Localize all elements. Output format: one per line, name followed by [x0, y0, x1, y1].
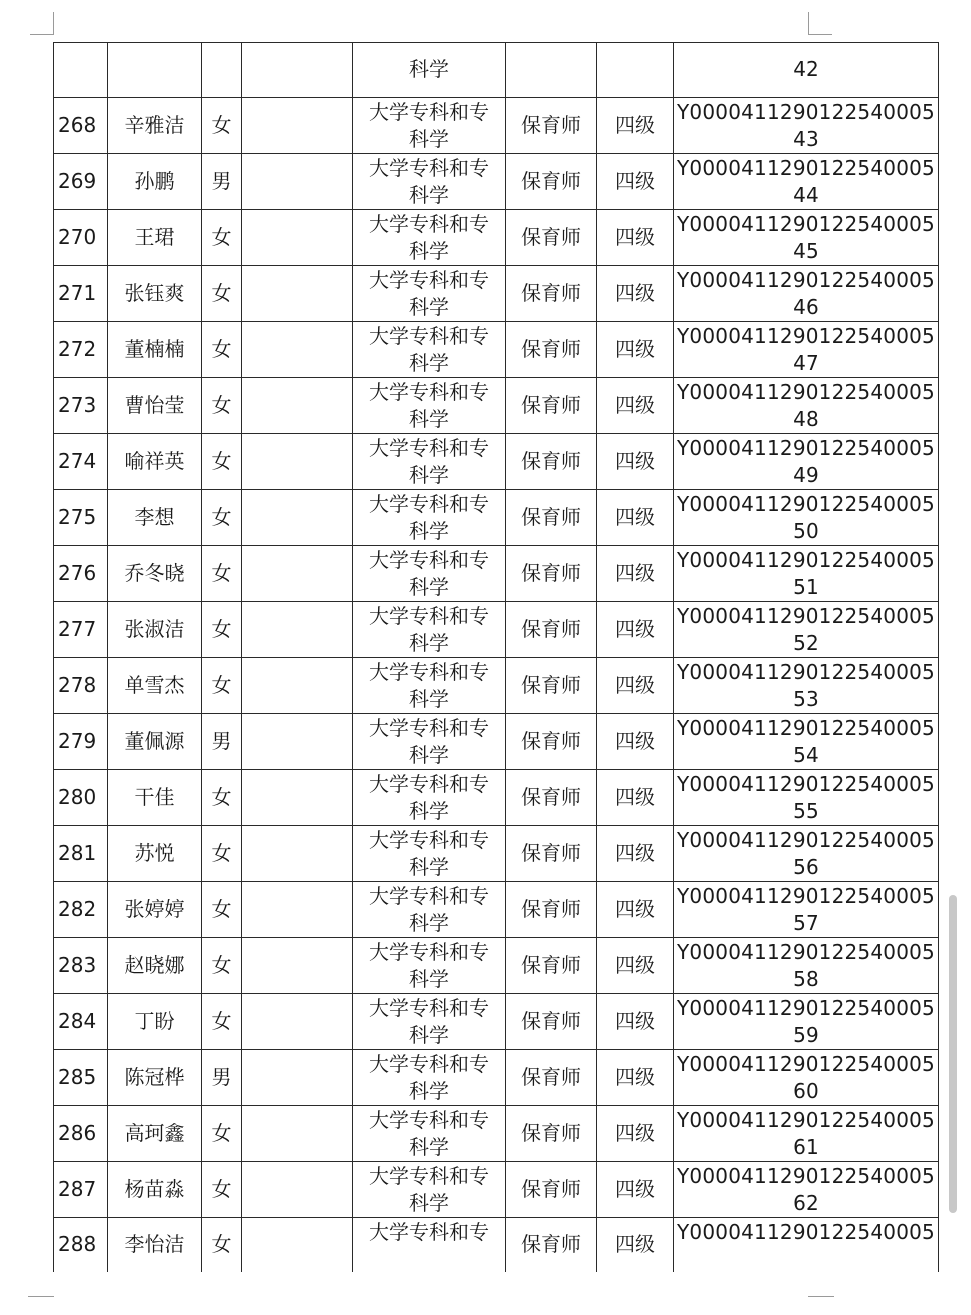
crop-mark-top-left-vertical	[53, 12, 54, 34]
cell-education-line2: 科学	[409, 1022, 449, 1047]
cell-cert-no	[674, 993, 939, 1049]
cell-cert-no	[674, 601, 939, 657]
cell-gender: 女	[202, 601, 242, 657]
cell-education-line2: 科学	[409, 910, 449, 935]
cell-cert-no-line1: Y0000411290122540005	[677, 99, 935, 124]
table-row	[54, 209, 939, 265]
cell-blank	[242, 321, 353, 377]
cell-education	[353, 97, 506, 153]
table-row	[54, 489, 939, 545]
cell-no: 272	[54, 321, 108, 377]
cell-gender: 女	[202, 433, 242, 489]
cell-cert-no-line2: 60	[793, 1078, 819, 1103]
cell-education-line1: 大学专科和专	[369, 379, 489, 404]
cell-job: 保育师	[506, 881, 597, 937]
cell-gender: 女	[202, 1217, 242, 1272]
cell-no: 280	[54, 769, 108, 825]
cell-name: 张婷婷	[108, 881, 202, 937]
cell-education-line2: 科学	[409, 854, 449, 879]
cell-name: 张淑洁	[108, 601, 202, 657]
cell-level: 四级	[597, 657, 674, 713]
cell-name: 赵晓娜	[108, 937, 202, 993]
cell-job: 保育师	[506, 657, 597, 713]
cell-level: 四级	[597, 377, 674, 433]
cell-no: 279	[54, 713, 108, 769]
cell-gender: 女	[202, 1161, 242, 1217]
cell-education	[353, 489, 506, 545]
cell-education: 科学	[353, 43, 506, 98]
cell-name: 干佳	[108, 769, 202, 825]
cell-education-line1: 大学专科和专	[369, 1219, 489, 1244]
cell-cert-no-line1: Y0000411290122540005	[677, 1219, 935, 1244]
cell-blank	[242, 1105, 353, 1161]
cell-name: 喻祥英	[108, 433, 202, 489]
cell-blank	[242, 881, 353, 937]
cell-no: 286	[54, 1105, 108, 1161]
cell-cert-no-line1: Y0000411290122540005	[677, 491, 935, 516]
cell-level	[597, 43, 674, 98]
cell-no: 288	[54, 1217, 108, 1272]
cell-name: 李怡洁	[108, 1217, 202, 1272]
cell-education-line2: 科学	[409, 294, 449, 319]
cell-cert-no	[674, 433, 939, 489]
cell-level: 四级	[597, 937, 674, 993]
cell-cert-no-line2: 56	[793, 854, 819, 879]
cell-name: 单雪杰	[108, 657, 202, 713]
cell-cert-no-line1: Y0000411290122540005	[677, 211, 935, 236]
cell-name: 李想	[108, 489, 202, 545]
cell-education	[353, 209, 506, 265]
cell-job	[506, 43, 597, 98]
cell-cert-no-line1: Y0000411290122540005	[677, 827, 935, 852]
table-row	[54, 769, 939, 825]
cell-job: 保育师	[506, 545, 597, 601]
cell-education-line2: 科学	[409, 686, 449, 711]
cell-name: 苏悦	[108, 825, 202, 881]
cell-name: 陈冠桦	[108, 1049, 202, 1105]
cell-gender: 男	[202, 713, 242, 769]
cell-level: 四级	[597, 433, 674, 489]
cell-level: 四级	[597, 601, 674, 657]
cell-job: 保育师	[506, 601, 597, 657]
cell-cert-no-line2: 57	[793, 910, 819, 935]
cell-cert-no	[674, 1105, 939, 1161]
cell-gender: 女	[202, 209, 242, 265]
cell-job: 保育师	[506, 1105, 597, 1161]
table-row	[54, 1161, 939, 1217]
cell-cert-no-line2: 62	[793, 1190, 819, 1215]
cell-cert-no	[674, 265, 939, 321]
cell-no: 278	[54, 657, 108, 713]
cell-cert-no-line1: Y0000411290122540005	[677, 659, 935, 684]
cell-cert-no	[674, 825, 939, 881]
cell-job: 保育师	[506, 377, 597, 433]
cell-no: 281	[54, 825, 108, 881]
cell-education-line2: 科学	[409, 182, 449, 207]
cell-education	[353, 1161, 506, 1217]
table-row	[54, 937, 939, 993]
cell-blank	[242, 937, 353, 993]
cell-education-line1: 大学专科和专	[369, 603, 489, 628]
cell-level: 四级	[597, 209, 674, 265]
cell-gender: 女	[202, 489, 242, 545]
cell-cert-no	[674, 1049, 939, 1105]
cell-gender: 女	[202, 769, 242, 825]
crop-mark-top-right-vertical	[808, 12, 809, 34]
cell-education-line1: 大学专科和专	[369, 715, 489, 740]
cell-cert-no-line1: Y0000411290122540005	[677, 267, 935, 292]
cell-cert-no-line2: 50	[793, 518, 819, 543]
cell-blank	[242, 433, 353, 489]
cell-cert-no-line2: 49	[793, 462, 819, 487]
table-row	[54, 545, 939, 601]
cell-cert-no-line1: Y0000411290122540005	[677, 603, 935, 628]
cell-cert-no-line1: Y0000411290122540005	[677, 715, 935, 740]
cell-education-line1: 大学专科和专	[369, 99, 489, 124]
cell-blank	[242, 993, 353, 1049]
cell-no: 275	[54, 489, 108, 545]
cell-cert-no-line1: Y0000411290122540005	[677, 1163, 935, 1188]
cell-blank	[242, 97, 353, 153]
cell-level: 四级	[597, 489, 674, 545]
table-row	[54, 1049, 939, 1105]
crop-mark-top-right-horizontal	[808, 34, 832, 35]
cell-cert-no-line2: 45	[793, 238, 819, 263]
cell-cert-no	[674, 1217, 939, 1272]
cell-job: 保育师	[506, 825, 597, 881]
cell-education-line1: 大学专科和专	[369, 939, 489, 964]
cell-name: 董楠楠	[108, 321, 202, 377]
cell-cert-no-line1: Y0000411290122540005	[677, 1107, 935, 1132]
crop-mark-bottom-right-horizontal	[808, 1296, 834, 1297]
cell-gender: 女	[202, 377, 242, 433]
cell-education	[353, 937, 506, 993]
cell-cert-no-line2: 53	[793, 686, 819, 711]
cell-blank	[242, 153, 353, 209]
cell-gender: 男	[202, 153, 242, 209]
cell-level: 四级	[597, 993, 674, 1049]
cell-no: 273	[54, 377, 108, 433]
cell-name: 杨苗淼	[108, 1161, 202, 1217]
cell-education	[353, 825, 506, 881]
cell-cert-no	[674, 97, 939, 153]
cell-education-line1: 大学专科和专	[369, 435, 489, 460]
cell-cert-no	[674, 1161, 939, 1217]
cell-level: 四级	[597, 1049, 674, 1105]
cell-cert-no-line2: 61	[793, 1134, 819, 1159]
cell-education	[353, 769, 506, 825]
cell-cert-no-line2: 52	[793, 630, 819, 655]
table-row	[54, 1105, 939, 1161]
cell-education-line2: 科学	[409, 630, 449, 655]
cell-education	[353, 377, 506, 433]
cell-gender: 男	[202, 1049, 242, 1105]
table-row	[54, 43, 939, 98]
cell-blank	[242, 713, 353, 769]
cell-gender: 女	[202, 657, 242, 713]
cell-blank	[242, 657, 353, 713]
cell-cert-no-line1: Y0000411290122540005	[677, 323, 935, 348]
table-row	[54, 881, 939, 937]
cell-job: 保育师	[506, 209, 597, 265]
cell-blank	[242, 43, 353, 98]
cell-education-line1: 大学专科和专	[369, 659, 489, 684]
cell-blank	[242, 825, 353, 881]
cell-cert-no-line1: Y0000411290122540005	[677, 547, 935, 572]
cell-cert-no-line2: 59	[793, 1022, 819, 1047]
cell-cert-no-line2: 58	[793, 966, 819, 991]
cell-education-line1: 大学专科和专	[369, 155, 489, 180]
cell-gender: 女	[202, 937, 242, 993]
cell-no: 276	[54, 545, 108, 601]
cell-blank	[242, 1161, 353, 1217]
cell-job: 保育师	[506, 489, 597, 545]
cell-education-line2: 科学	[409, 406, 449, 431]
table-row	[54, 993, 939, 1049]
cell-education	[353, 321, 506, 377]
cell-gender: 女	[202, 545, 242, 601]
cell-blank	[242, 209, 353, 265]
cell-name: 张钰爽	[108, 265, 202, 321]
cell-level: 四级	[597, 881, 674, 937]
cell-cert-no-line2: 54	[793, 742, 819, 767]
cell-blank	[242, 265, 353, 321]
cell-education	[353, 433, 506, 489]
cell-education-line2: 科学	[409, 742, 449, 767]
cell-cert-no	[674, 769, 939, 825]
cell-education	[353, 545, 506, 601]
cell-education-line2: 科学	[409, 966, 449, 991]
cell-education-line1: 大学专科和专	[369, 323, 489, 348]
cell-education-line1: 大学专科和专	[369, 547, 489, 572]
cell-cert-no	[674, 209, 939, 265]
cell-cert-no	[674, 545, 939, 601]
cell-name: 王珺	[108, 209, 202, 265]
cell-education-line2: 科学	[409, 1078, 449, 1103]
cell-job: 保育师	[506, 153, 597, 209]
cell-education	[353, 881, 506, 937]
cell-blank	[242, 601, 353, 657]
cell-gender: 女	[202, 1105, 242, 1161]
cell-no: 270	[54, 209, 108, 265]
cell-cert-no	[674, 713, 939, 769]
crop-mark-top-left-horizontal	[30, 34, 54, 35]
table-row	[54, 265, 939, 321]
cell-education-line2: 科学	[409, 126, 449, 151]
cell-cert-no-line1: Y0000411290122540005	[677, 771, 935, 796]
cell-job: 保育师	[506, 321, 597, 377]
cell-no: 271	[54, 265, 108, 321]
cell-no: 287	[54, 1161, 108, 1217]
cell-level: 四级	[597, 713, 674, 769]
cell-education-line1: 大学专科和专	[369, 1163, 489, 1188]
table-row	[54, 601, 939, 657]
cell-cert-no-line1: Y0000411290122540005	[677, 883, 935, 908]
table-row	[54, 657, 939, 713]
cell-education	[353, 993, 506, 1049]
cell-job: 保育师	[506, 433, 597, 489]
cell-name: 辛雅洁	[108, 97, 202, 153]
cell-name	[108, 43, 202, 98]
cell-cert-no	[674, 881, 939, 937]
cell-cert-no-line1: Y0000411290122540005	[677, 155, 935, 180]
cell-no: 283	[54, 937, 108, 993]
table-row	[54, 97, 939, 153]
cell-no: 282	[54, 881, 108, 937]
cell-blank	[242, 377, 353, 433]
cell-gender: 女	[202, 881, 242, 937]
cell-education	[353, 657, 506, 713]
cell-job: 保育师	[506, 1161, 597, 1217]
cell-cert-no	[674, 657, 939, 713]
cell-education-line1: 大学专科和专	[369, 267, 489, 292]
cell-job: 保育师	[506, 713, 597, 769]
cell-gender	[202, 43, 242, 98]
cell-level: 四级	[597, 97, 674, 153]
cell-cert-no-line1: Y0000411290122540005	[677, 435, 935, 460]
cell-education-line1: 大学专科和专	[369, 883, 489, 908]
cell-education-line1: 大学专科和专	[369, 491, 489, 516]
cell-education	[353, 1049, 506, 1105]
cell-cert-no	[674, 377, 939, 433]
cell-cert-no-line2: 55	[793, 798, 819, 823]
table-row	[54, 825, 939, 881]
cell-education-line2: 科学	[409, 1190, 449, 1215]
cell-level: 四级	[597, 545, 674, 601]
cell-level: 四级	[597, 321, 674, 377]
cell-name: 董佩源	[108, 713, 202, 769]
cell-cert-no-line1: Y0000411290122540005	[677, 1051, 935, 1076]
cell-no: 285	[54, 1049, 108, 1105]
cell-blank	[242, 769, 353, 825]
cell-education	[353, 153, 506, 209]
cell-cert-no	[674, 321, 939, 377]
cell-education-line1: 大学专科和专	[369, 827, 489, 852]
cell-no: 269	[54, 153, 108, 209]
cell-education-line2: 科学	[409, 1134, 449, 1159]
cell-level: 四级	[597, 265, 674, 321]
cell-cert-no-line2: 46	[793, 294, 819, 319]
table-row	[54, 153, 939, 209]
cell-name: 孙鹏	[108, 153, 202, 209]
cell-blank	[242, 489, 353, 545]
cell-job: 保育师	[506, 265, 597, 321]
cell-no: 284	[54, 993, 108, 1049]
cell-education-line1: 大学专科和专	[369, 771, 489, 796]
cell-name: 高珂鑫	[108, 1105, 202, 1161]
cell-education-line2: 科学	[409, 798, 449, 823]
cell-job: 保育师	[506, 993, 597, 1049]
cell-education	[353, 1105, 506, 1161]
cell-education	[353, 601, 506, 657]
cell-cert-no	[674, 153, 939, 209]
cell-blank	[242, 1049, 353, 1105]
cell-education-line2: 科学	[409, 518, 449, 543]
cell-name: 乔冬晓	[108, 545, 202, 601]
table-row	[54, 433, 939, 489]
cell-education-line2: 科学	[409, 574, 449, 599]
cell-job: 保育师	[506, 1217, 597, 1272]
cell-education	[353, 265, 506, 321]
cell-gender: 女	[202, 265, 242, 321]
cell-level: 四级	[597, 1105, 674, 1161]
cell-gender: 女	[202, 825, 242, 881]
table-row	[54, 713, 939, 769]
cell-education	[353, 713, 506, 769]
cell-job: 保育师	[506, 937, 597, 993]
cell-education-line1: 大学专科和专	[369, 995, 489, 1020]
cell-education-line2: 科学	[409, 238, 449, 263]
cell-level: 四级	[597, 1217, 674, 1272]
cell-cert-no	[674, 489, 939, 545]
cell-level: 四级	[597, 1161, 674, 1217]
cell-job: 保育师	[506, 1049, 597, 1105]
cell-name: 丁盼	[108, 993, 202, 1049]
cell-gender: 女	[202, 321, 242, 377]
cell-gender: 女	[202, 97, 242, 153]
vertical-scrollbar[interactable]	[949, 895, 957, 1213]
cell-cert-no-line2: 47	[793, 350, 819, 375]
cell-cert-no: 42	[674, 43, 939, 98]
cell-education-line1: 大学专科和专	[369, 1107, 489, 1132]
cell-no: 268	[54, 97, 108, 153]
cell-gender: 女	[202, 993, 242, 1049]
cell-education	[353, 1217, 506, 1272]
cell-no: 277	[54, 601, 108, 657]
cell-level: 四级	[597, 153, 674, 209]
cell-job: 保育师	[506, 769, 597, 825]
cell-level: 四级	[597, 825, 674, 881]
cell-blank	[242, 1217, 353, 1272]
table-row	[54, 1217, 939, 1272]
cell-cert-no-line2: 51	[793, 574, 819, 599]
cell-job: 保育师	[506, 97, 597, 153]
cell-cert-no-line1: Y0000411290122540005	[677, 939, 935, 964]
cell-blank	[242, 545, 353, 601]
cell-cert-no-line1: Y0000411290122540005	[677, 379, 935, 404]
cell-level: 四级	[597, 769, 674, 825]
cell-cert-no	[674, 937, 939, 993]
table-row	[54, 321, 939, 377]
cell-no: 274	[54, 433, 108, 489]
cell-education-line1: 大学专科和专	[369, 1051, 489, 1076]
cell-cert-no-line1: Y0000411290122540005	[677, 995, 935, 1020]
cell-education-line2: 科学	[409, 462, 449, 487]
cell-cert-no-line2: 48	[793, 406, 819, 431]
crop-mark-bottom-left-horizontal	[28, 1296, 54, 1297]
cell-cert-no-line2: 44	[793, 182, 819, 207]
cell-education-line2: 科学	[409, 350, 449, 375]
table-row	[54, 377, 939, 433]
roster-table	[53, 42, 939, 1272]
cell-name: 曹怡莹	[108, 377, 202, 433]
cell-no	[54, 43, 108, 98]
cell-cert-no-line2: 43	[793, 126, 819, 151]
cell-education-line1: 大学专科和专	[369, 211, 489, 236]
